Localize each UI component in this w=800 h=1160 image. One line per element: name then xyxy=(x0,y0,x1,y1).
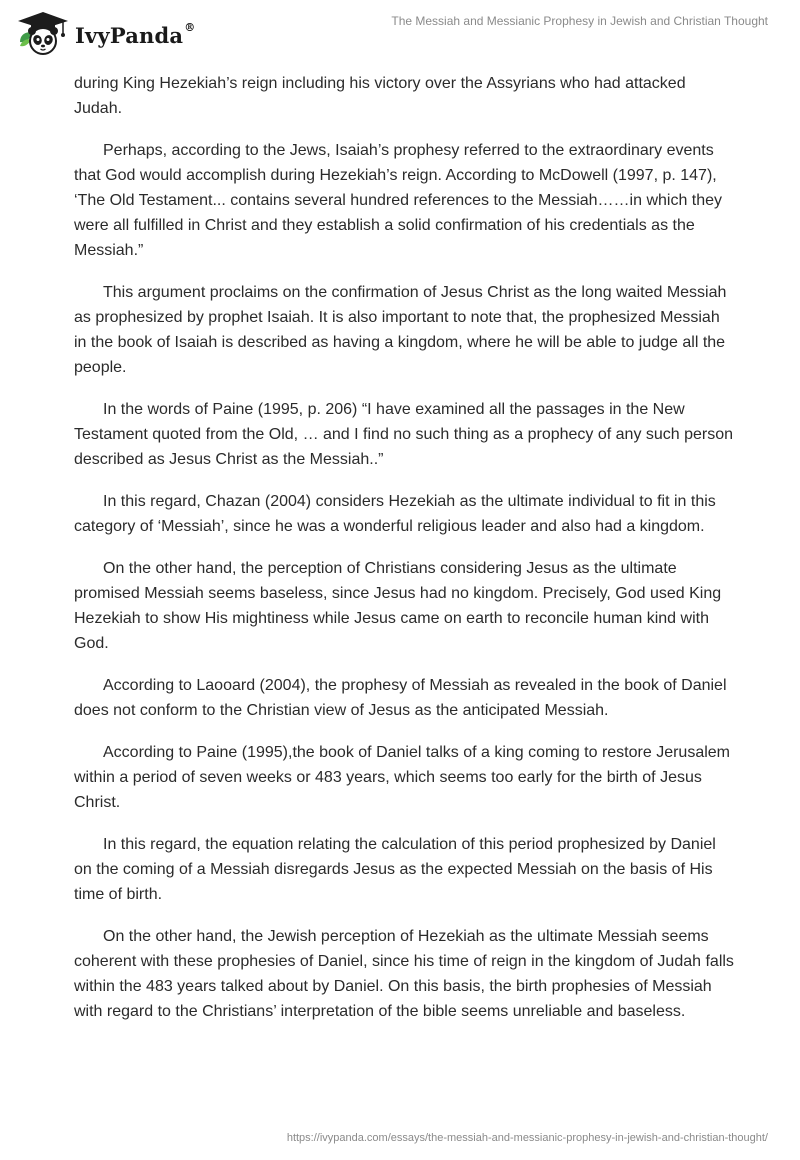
paragraph-7: According to Laooard (2004), the prophesy of Messiah as revealed in the book of Daniel does not conform to the Christian view of Jesus as the anticipated Messiah. xyxy=(74,677,727,719)
brand-name-text: IvyPanda xyxy=(75,22,184,48)
paragraph-1: during King Hezekiah’s reign including his victory over the Assyrians who had attacked Judah. xyxy=(74,75,686,117)
paragraph-9: In this regard, the equation relating the calculation of this period prophesized by Daniel on the coming of a Messiah disregards Jesus as the expected Messiah on the basis of His time of birth. xyxy=(74,836,716,903)
brand-logo[interactable] xyxy=(16,10,195,56)
source-url[interactable]: https://ivypanda.com/essays/the-messiah-and-messianic-prophesy-in-jewish-and-christian-thought/ xyxy=(286,1132,768,1144)
brand-name xyxy=(75,20,196,48)
page-header xyxy=(0,0,800,64)
paragraph-2: Perhaps, according to the Jews, Isaiah’s prophesy referred to the extraordinary events that God would accomplish during Hezekiah’s reign. According to McDowell (1997, p. 147), ‘The Old Testament... contains several hundred references to the Messiah……in which they were all fulfilled in Christ and they establish a solid confirmation of his credentials as the Messiah.” xyxy=(74,142,723,259)
trademark-symbol: ® xyxy=(184,20,196,34)
paragraph-6: On the other hand, the perception of Christians considering Jesus as the ultimate promised Messiah seems baseless, since Jesus had no kingdom. Precisely, God used King Hezekiah to show His mightiness while Jesus came on earth to reconcile human kind with God. xyxy=(74,560,722,652)
paragraph-8: According to Paine (1995),the book of Daniel talks of a king coming to restore Jerusalem within a period of seven weeks or 483 years, which seems too early for the birth of Jesus Christ. xyxy=(74,744,730,811)
paragraph-4: In the words of Paine (1995, p. 206) “I have examined all the passages in the New Testament quoted from the Old, … and I find no such thing as a prophecy of any such person described as Jesus Christ as the Messiah..” xyxy=(74,401,734,468)
panda-graduate-icon xyxy=(16,10,70,56)
paragraph-3: This argument proclaims on the confirmation of Jesus Christ as the long waited Messiah as prophesized by prophet Isaiah. It is also important to note that, the prophesized Messiah in the book of Isaiah is described as having a kingdom, where he will be able to judge all the people. xyxy=(74,284,727,376)
paragraph-10: On the other hand, the Jewish perception of Hezekiah as the ultimate Messiah seems coherent with these prophesies of Daniel, since his time of reign in the kingdom of Judah falls within the 483 years talked about by Daniel. On this basis, the birth prophesies of Messiah with regard to the Christians’ interpretation of the bible seems unreliable and baseless. xyxy=(74,928,734,1020)
essay-body xyxy=(74,71,734,1041)
paragraph-5: In this regard, Chazan (2004) considers Hezekiah as the ultimate individual to fit in this category of ‘Messiah’, since he was a wonderful religious leader and also had a kingdom. xyxy=(74,493,716,535)
document-title: The Messiah and Messianic Prophesy in Jewish and Christian Thought xyxy=(391,14,768,28)
